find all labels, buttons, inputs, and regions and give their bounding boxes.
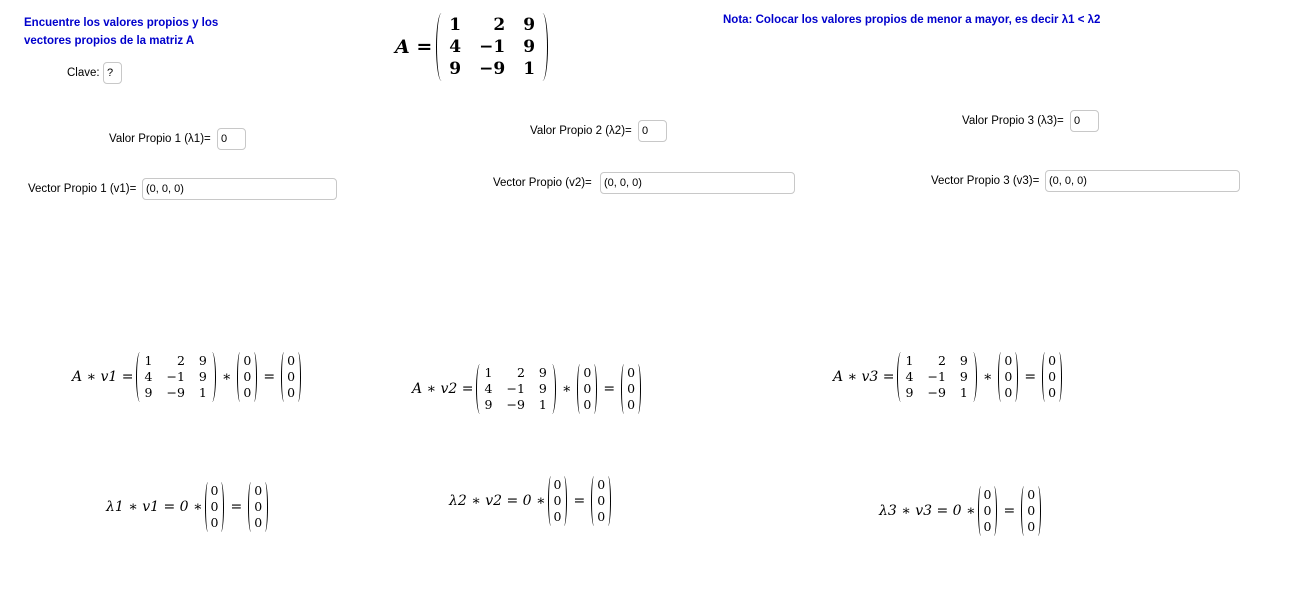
matrix-a-label: A = — [395, 36, 433, 58]
vector-cell: 0 — [583, 381, 592, 396]
vector-cell: 0 — [627, 381, 636, 396]
matrix-a-cell: 2 — [493, 15, 506, 35]
matrix-a-small — [136, 353, 216, 401]
vector-cell: 0 — [243, 369, 252, 384]
times-symbol: ∗ — [982, 369, 993, 385]
matrix-cell: 9 — [484, 397, 493, 412]
vector-cell: 0 — [983, 503, 992, 518]
matrix-cell: 2 — [176, 353, 185, 368]
matrix-a-cell: 9 — [523, 15, 536, 35]
vector-cell: 0 — [1004, 385, 1013, 400]
vector-cell: 0 — [1004, 369, 1013, 384]
matrix-cell: 9 — [198, 353, 207, 368]
vector-v3 — [978, 487, 998, 535]
times-symbol: ∗ — [221, 369, 232, 385]
vector-cell: 0 — [1004, 353, 1013, 368]
result-vector — [1021, 487, 1041, 535]
matrix-a-cell: 4 — [449, 37, 462, 57]
matrix-cell: −1 — [166, 369, 185, 384]
product-lhs: λ1 ∗ v1 = 0 ∗ — [106, 499, 203, 515]
product-av3 — [833, 353, 1064, 401]
matrix-cell: −9 — [506, 397, 525, 412]
vector-cell: 0 — [1048, 353, 1057, 368]
equals-symbol: = — [1003, 503, 1016, 519]
matrix-cell: 2 — [516, 365, 525, 380]
vector-cell: 0 — [597, 493, 606, 508]
vector-v1 — [205, 483, 225, 531]
vector-cell: 0 — [287, 369, 296, 384]
eigenvector-1-label: Vector Propio 1 (v1)= — [28, 183, 137, 195]
result-vector — [621, 365, 641, 413]
eigenvalue-2-input[interactable] — [638, 120, 667, 142]
matrix-cell: 1 — [538, 397, 547, 412]
product-lhs: A ∗ v1 = — [72, 369, 134, 385]
vector-cell: 0 — [983, 487, 992, 502]
matrix-a-cell: −1 — [479, 37, 506, 57]
matrix-cell: 1 — [905, 353, 914, 368]
matrix-cell: 9 — [198, 369, 207, 384]
matrix-a-cell: 1 — [449, 15, 462, 35]
matrix-cell: 1 — [198, 385, 207, 400]
vector-cell: 0 — [627, 365, 636, 380]
vector-cell: 0 — [254, 483, 263, 498]
instructions-text — [24, 14, 218, 50]
vector-cell: 0 — [1027, 519, 1036, 534]
vector-cell: 0 — [627, 397, 636, 412]
vector-cell: 0 — [597, 477, 606, 492]
clave-label: Clave: — [67, 67, 100, 79]
vector-cell: 0 — [243, 353, 252, 368]
vector-cell: 0 — [243, 385, 252, 400]
vector-cell: 0 — [553, 509, 562, 524]
matrix-a-cell: −9 — [479, 59, 506, 79]
instructions-line-2: vectores propios de la matriz A — [24, 35, 195, 47]
matrix-cell: 9 — [538, 365, 547, 380]
matrix-cell: 9 — [959, 369, 968, 384]
vector-cell: 0 — [1027, 487, 1036, 502]
vector-cell: 0 — [553, 477, 562, 492]
matrix-a-display — [395, 12, 550, 82]
equals-symbol: = — [603, 381, 616, 397]
product-lv2 — [449, 477, 613, 525]
vector-cell: 0 — [210, 499, 219, 514]
vector-v1 — [237, 353, 257, 401]
note-text: Nota: Colocar los valores propios de menor a mayor, es decir λ1 < λ2 — [723, 14, 1101, 26]
instructions-line-1: Encuentre los valores propios y los — [24, 17, 219, 29]
matrix-cell: 9 — [538, 381, 547, 396]
product-av1 — [72, 353, 303, 401]
vector-v2 — [577, 365, 597, 413]
equals-symbol: = — [230, 499, 243, 515]
vector-cell: 0 — [1027, 503, 1036, 518]
matrix-a-small — [476, 365, 556, 413]
matrix-a-small — [897, 353, 977, 401]
matrix-cell: 9 — [959, 353, 968, 368]
matrix-cell: 2 — [937, 353, 946, 368]
product-lhs: A ∗ v3 = — [833, 369, 895, 385]
vector-v2 — [548, 477, 568, 525]
matrix-cell: −1 — [927, 369, 946, 384]
matrix-a-cell: 1 — [523, 59, 536, 79]
times-symbol: ∗ — [561, 381, 572, 397]
vector-cell: 0 — [1048, 369, 1057, 384]
matrix-cell: −1 — [506, 381, 525, 396]
result-vector — [591, 477, 611, 525]
vector-cell: 0 — [597, 509, 606, 524]
vector-cell: 0 — [983, 519, 992, 534]
eigenvalue-1-input[interactable] — [217, 128, 246, 150]
result-vector — [248, 483, 268, 531]
vector-cell: 0 — [254, 515, 263, 530]
eigenvector-3-input[interactable] — [1045, 170, 1240, 192]
vector-cell: 0 — [210, 515, 219, 530]
matrix-cell: 4 — [484, 381, 493, 396]
equals-symbol: = — [263, 369, 276, 385]
product-lv1 — [106, 483, 270, 531]
vector-v3 — [998, 353, 1018, 401]
vector-cell: 0 — [553, 493, 562, 508]
product-lhs: λ3 ∗ v3 = 0 ∗ — [879, 503, 976, 519]
equals-symbol: = — [1024, 369, 1037, 385]
vector-cell: 0 — [287, 385, 296, 400]
eigenvector-2-label: Vector Propio (v2)= — [493, 177, 592, 189]
product-lhs: A ∗ v2 = — [412, 381, 474, 397]
vector-cell: 0 — [210, 483, 219, 498]
matrix-cell: 1 — [484, 365, 493, 380]
result-vector — [281, 353, 301, 401]
eigenvector-1-input[interactable] — [142, 178, 337, 200]
eigenvalue-3-input[interactable] — [1070, 110, 1099, 132]
matrix-a-cell: 9 — [449, 59, 462, 79]
eigenvector-3-label: Vector Propio 3 (v3)= — [931, 175, 1040, 187]
eigenvalue-2-label: Valor Propio 2 (λ2)= — [530, 125, 632, 137]
result-vector — [1042, 353, 1062, 401]
vector-cell: 0 — [254, 499, 263, 514]
vector-cell: 0 — [583, 397, 592, 412]
vector-cell: 0 — [583, 365, 592, 380]
matrix-cell: 9 — [905, 385, 914, 400]
vector-cell: 0 — [287, 353, 296, 368]
eigenvector-2-input[interactable] — [600, 172, 795, 194]
matrix-cell: 1 — [959, 385, 968, 400]
matrix-a — [436, 14, 548, 80]
matrix-cell: −9 — [927, 385, 946, 400]
eigenvalue-1-label: Valor Propio 1 (λ1)= — [109, 133, 211, 145]
matrix-cell: −9 — [166, 385, 185, 400]
equals-symbol: = — [573, 493, 586, 509]
matrix-cell: 4 — [905, 369, 914, 384]
clave-input[interactable] — [103, 62, 122, 84]
matrix-cell: 1 — [144, 353, 153, 368]
matrix-cell: 9 — [144, 385, 153, 400]
vector-cell: 0 — [1048, 385, 1057, 400]
product-lhs: λ2 ∗ v2 = 0 ∗ — [449, 493, 546, 509]
product-av2 — [412, 365, 643, 413]
product-lv3 — [879, 487, 1043, 535]
eigenvalue-3-label: Valor Propio 3 (λ3)= — [962, 115, 1064, 127]
matrix-cell: 4 — [144, 369, 153, 384]
matrix-a-cell: 9 — [523, 37, 536, 57]
